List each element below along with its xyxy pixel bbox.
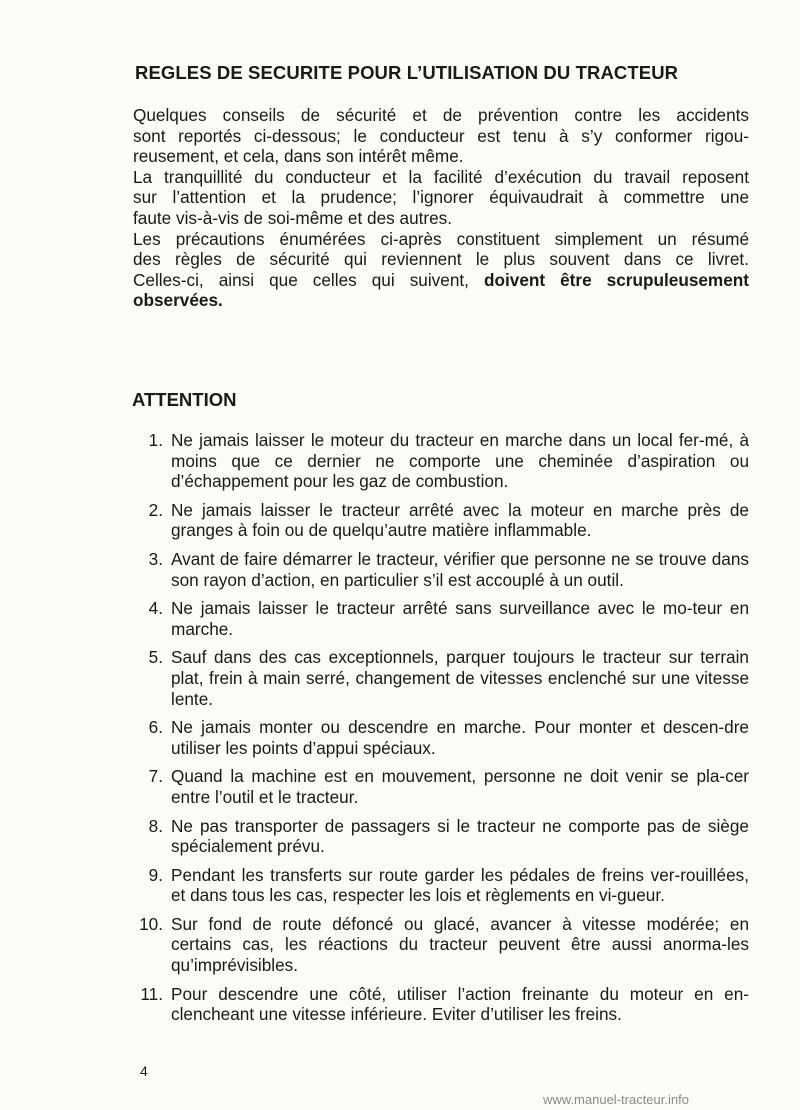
intro-line: La tranquillité du conducteur et la facilité d’exécution du travail reposent: [133, 166, 749, 187]
rule-number: 1.: [148, 430, 163, 450]
safety-rules-list: [133, 430, 749, 1033]
rule-text: Ne jamais laisser le tracteur arrêté sans surveillance avec le mo-teur en marche.: [171, 598, 749, 639]
attention-heading: ATTENTION: [132, 389, 237, 410]
intro-line: Quelques conseils de sécurité et de prévention contre les accidents: [133, 105, 749, 125]
rule-text: Ne jamais laisser le tracteur arrêté avec la moteur en marche près de granges à foin ou de quelqu’autre matière inflammable.: [171, 499, 749, 541]
rule-number: 8.: [148, 815, 163, 836]
intro-line-mixed: [133, 270, 749, 291]
rule-text: Quand la machine est en mouvement, personne ne doit venir se pla-cer entre l’outil et le tracteur.: [171, 766, 749, 807]
rule-number: 6.: [148, 717, 163, 738]
rule-number: 11.: [140, 983, 163, 1004]
rule-number: 5.: [148, 647, 163, 668]
rule-number: 9.: [148, 864, 163, 885]
list-item: [133, 984, 749, 1025]
intro-line: [133, 290, 749, 311]
list-item: [133, 766, 749, 807]
rule-text: Sur fond de route défoncé ou glacé, avancer à vitesse modérée; en certains cas, les réactions du tracteur peuvent être aussi anorma-les qu’imprévisibles.: [171, 913, 749, 976]
rule-text: Sauf dans des cas exceptionnels, parquer toujours le tracteur sur terrain plat, frein à main serré, changement de vitesses enclenché sur une vitesse lente.: [171, 647, 749, 709]
rule-text: Avant de faire démarrer le tracteur, vérifier que personne ne se trouve dans son rayon d’action, en particulier s’il est accouplé à un outil.: [171, 548, 749, 590]
intro-line: Les précautions énumérées ci-après constituent simplement un résumé: [133, 228, 749, 249]
page-title: REGLES DE SECURITE POUR L’UTILISATION DU TRACTEUR: [135, 62, 679, 83]
rule-number: 4.: [148, 598, 163, 619]
intro-line: sur l’attention et la prudence; l’ignorer équivaudrait à commettre une: [133, 187, 749, 208]
rule-number: 2.: [148, 499, 163, 520]
list-item: [133, 598, 749, 639]
intro-line: sont reportés ci-dessous; le conducteur est tenu à s’y conformer rigou-: [133, 125, 749, 146]
list-item: [133, 865, 749, 906]
list-item: [133, 549, 749, 590]
rule-text: Ne jamais laisser le moteur du tracteur en marche dans un local fer-mé, à moins que ce dernier ne comporte une cheminée d’aspiration ou d’échappement pour les gaz de combustion.: [171, 430, 749, 492]
rule-text: Ne pas transporter de passagers si le tracteur ne comporte pas de siège spécialement prévu.: [171, 815, 749, 857]
intro-bold-text: doivent être scrupuleusement: [483, 269, 749, 290]
list-item: [133, 500, 749, 541]
page-number: 4: [140, 1063, 148, 1079]
rule-text: Ne jamais monter ou descendre en marche. Pour monter et descen-dre utiliser les points d’appui spéciaux.: [171, 717, 749, 758]
watermark-text: www.manuel-tracteur.info: [543, 1092, 689, 1107]
rule-number: 3.: [148, 548, 163, 569]
rule-number: 10.: [139, 913, 163, 934]
rule-text: Pour descendre une côté, utiliser l’action freinante du moteur en en-clencheant une vitesse inférieure. Eviter d’utiliser les freins.: [171, 983, 749, 1025]
intro-line: faute vis-à-vis de soi-même et des autres.: [133, 207, 453, 228]
intro-normal-text: Celles-ci, ainsi que celles qui suivent,: [133, 269, 484, 290]
intro-bold-final: observées.: [133, 290, 223, 311]
rule-text: Pendant les transferts sur route garder les pédales de freins ver-rouillées, et dans tous les cas, respecter les lois et règlements en vi-gueur.: [171, 864, 749, 906]
intro-paragraph: [133, 105, 749, 311]
rule-number: 7.: [148, 766, 163, 787]
list-item: [133, 430, 749, 492]
list-item: [133, 717, 749, 758]
list-item: [133, 647, 749, 709]
list-item: [133, 816, 749, 857]
intro-line: des règles de sécurité qui reviennent le plus souvent dans ce livret.: [133, 249, 749, 270]
intro-line: reusement, et cela, dans son intérêt même.: [133, 146, 464, 167]
list-item: [133, 914, 749, 976]
